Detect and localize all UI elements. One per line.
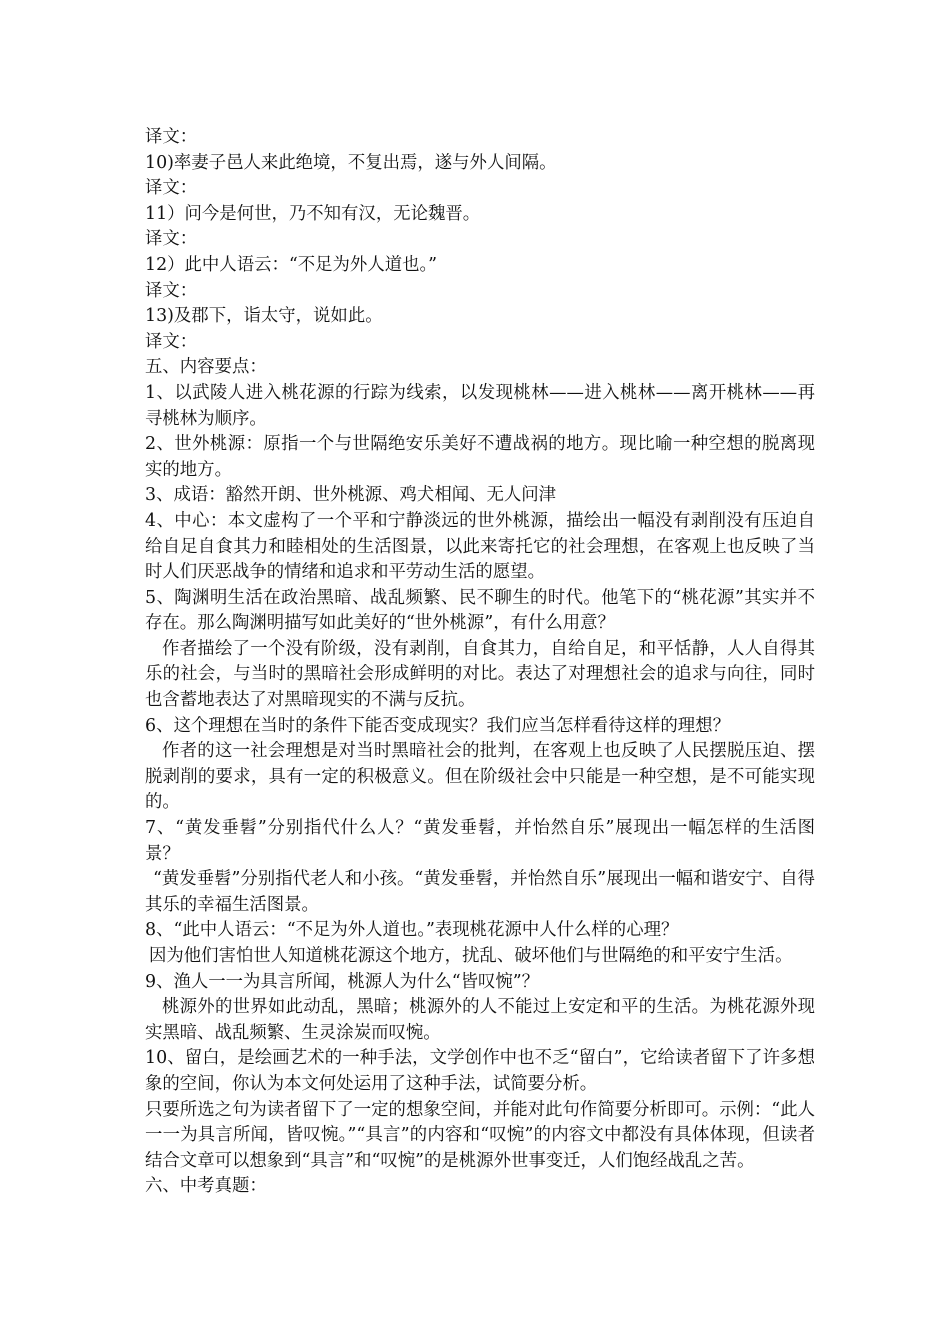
answer-9: 桃源外的世界如此动乱，黑暗；桃源外的人不能过上安定和平的生活。为桃花源外现实黑暗、战乱频繁、生灵涂炭而叹惋。 [145,997,815,1043]
point-2: 2、世外桃源：原指一个与世隔绝安乐美好不遭战祸的地方。现比喻一种空想的脱离现实的地方。 [145,434,815,480]
answer-8: 因为他们害怕世人知道桃花源这个地方，扰乱、破坏他们与世隔绝的和平安宁生活。 [149,946,793,966]
point-4: 4、中心：本文虚构了一个平和宁静淡远的世外桃源，描绘出一幅没有剥削没有压迫自给自足自食其力和睦相处的生活图景，以此来寄托它的社会理想，在客观上也反映了当时人们厌恶战争的情绪和追求和平劳动生活的愿望。 [145,510,815,583]
question-10: 10、留白，是绘画艺术的一种手法，文学创作中也不乏“留白”，它给读者留下了许多想象的空间，你认为本文何处运用了这种手法，试简要分析。 [145,1048,815,1094]
sentence-10: 10)率妻子邑人来此绝境，不复出焉，遂与外人间隔。 [145,152,557,173]
question-5: 5、陶渊明生活在政治黑暗、战乱频繁、民不聊生的时代。他笔下的“桃花源”其实并不存在。那么陶渊明描写如此美好的“世外桃源”，有什么用意？ [145,587,815,634]
translation-label: 译文： [145,127,198,147]
question-8: 8、“此中人语云：“不足为外人道也。”表现桃花源中人什么样的心理？ [145,920,679,941]
point-1: 1、以武陵人进入桃花源的行踪为线索，以发现桃林——进入桃林——离开桃林——再寻桃林为顺序。 [145,382,815,429]
section-heading-6: 六、中考真题： [145,1176,267,1197]
question-6: 6、这个理想在当时的条件下能否变成现实？我们应当怎样看待这样的理想？ [145,715,730,736]
sentence-12: 12）此中人语云：“不足为外人道也。” [145,254,438,275]
section-heading-5: 五、内容要点： [145,357,267,378]
answer-6: 作者的这一社会理想是对当时黑暗社会的批判，在客观上也反映了人民摆脱压迫、摆脱剥削的要求，具有一定的积极意义。但在阶级社会中只能是一种空想，是不可能实现的。 [145,741,815,813]
translation-label: 译文： [145,331,198,352]
document-body [145,125,815,1200]
translation-label: 译文： [145,280,198,301]
translation-label: 译文： [145,178,198,199]
answer-10: 只要所选之句为读者留下了一定的想象空间，并能对此句作简要分析即可。示例：“此人一一为具言所闻，皆叹惋。”“具言”的内容和“叹惋”的内容文中都没有具体体现，但读者结合文章可以想象到“具言”和“叹惋”的是桃源外世事变迁，人们饱经战乱之苦。 [145,1099,815,1171]
question-9: 9、渔人一一为具言所闻，桃源人为什么“皆叹惋”？ [145,971,540,992]
answer-5: 作者描绘了一个没有阶级，没有剥削，自食其力，自给自足，和平恬静，人人自得其乐的社会，与当时的黑暗社会形成鲜明的对比。表达了对理想社会的追求与向往，同时也含蓄地表达了对黑暗现实的不满与反抗。 [145,638,815,711]
sentence-11: 11）问今是何世，乃不知有汉，无论魏晋。 [145,203,481,224]
sentence-13: 13)及郡下，诣太守，说如此。 [145,306,383,327]
translation-label: 译文： [145,229,198,250]
answer-7: “黄发垂髫”分别指代老人和小孩。“黄发垂髫，并怡然自乐”展现出一幅和谐安宁、自得其乐的幸福生活图景。 [145,869,815,915]
question-7: 7、“黄发垂髫”分别指代什么人？“黄发垂髫，并怡然自乐”展现出一幅怎样的生活图景？ [145,818,815,864]
point-3: 3、成语：豁然开朗、世外桃源、鸡犬相闻、无人问津 [145,485,557,506]
